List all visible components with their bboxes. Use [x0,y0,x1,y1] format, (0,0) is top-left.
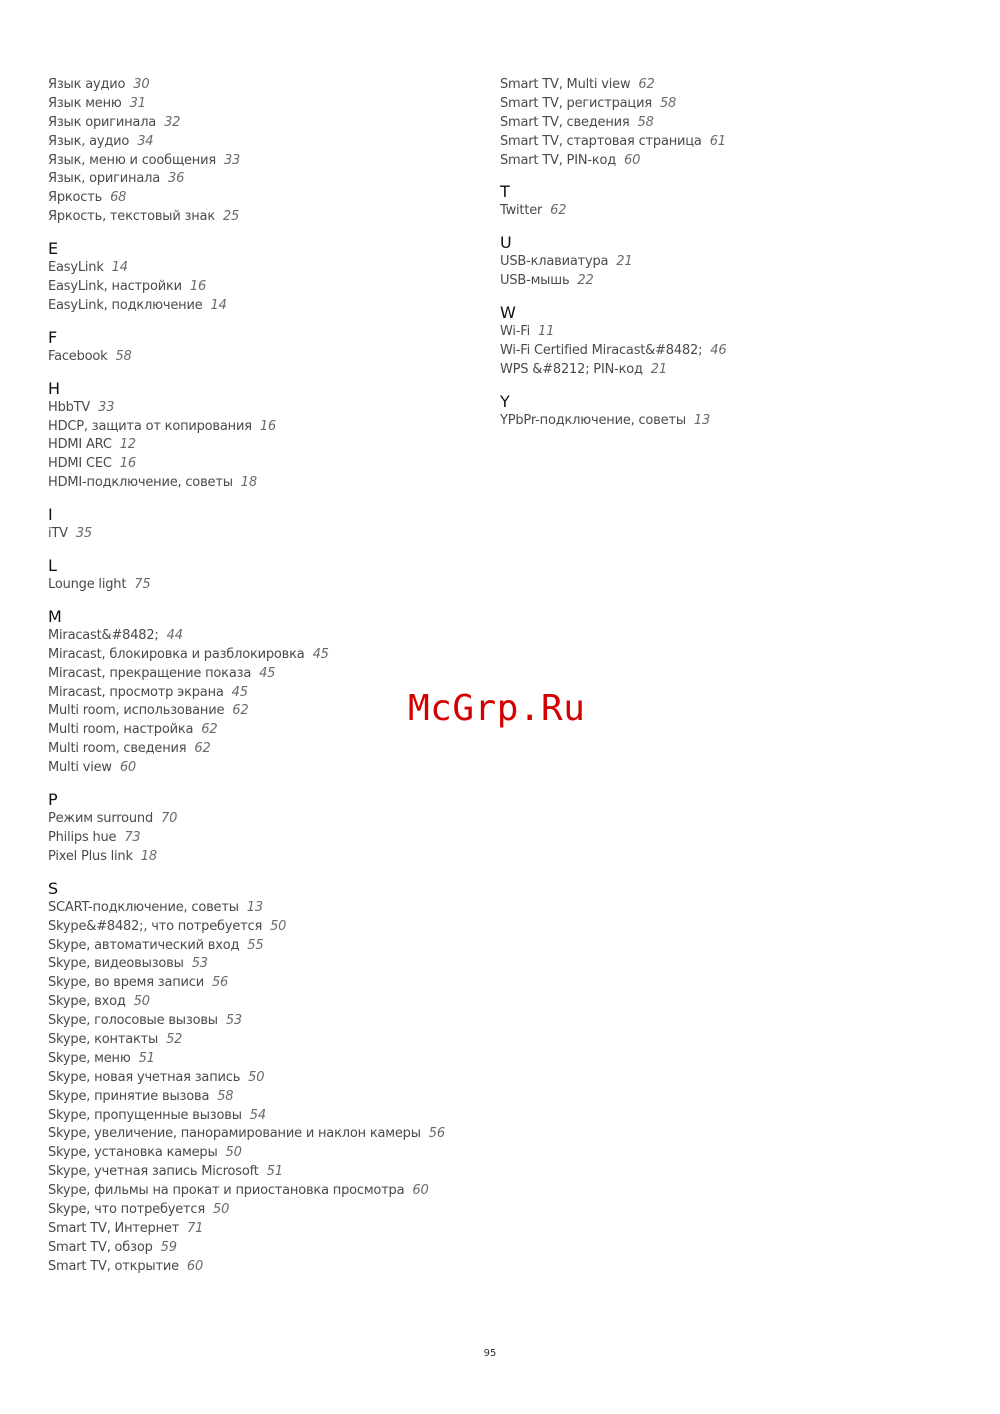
index-section [500,392,940,431]
index-entry-term: Язык, аудио [48,133,130,149]
index-entry-page: 73 [124,829,141,845]
index-entry-page: 14 [210,297,227,313]
index-entry-page: 16 [189,279,207,295]
index-entry-term: WPS &#8212; PIN-код [500,361,643,377]
index-section [48,239,468,316]
index-entry [48,189,468,208]
index-entry-page: 14 [111,260,128,276]
index-entry-page: 32 [164,114,181,130]
index-entry-page: 56 [211,975,229,991]
index-entry [48,918,468,937]
index-section [48,505,468,544]
index-entry-term: Skype, контакты [48,1031,159,1047]
index-entry-term: Philips hue [48,829,117,845]
index-entry-page: 62 [638,77,655,92]
index-letter-heading: I [48,505,53,525]
index-entry-page: 50 [213,1201,230,1217]
index-entry-page: 35 [75,526,93,542]
index-entry-page: 62 [232,703,249,719]
index-entry-page: 50 [248,1069,265,1085]
index-entry-term: Multi view [48,760,112,776]
index-entry-page: 33 [98,399,115,415]
index-entry-term: Skype, во время записи [48,975,204,991]
index-section [48,790,468,867]
index-entry-term: Pixel Plus link [48,848,133,864]
index-entry-term: Wi-Fi [500,324,531,340]
index-entry-page: 34 [137,133,154,149]
index-entry-term: Smart TV, Интернет [48,1220,180,1236]
index-entry [48,974,468,993]
index-entry [500,76,940,95]
index-entry [48,993,468,1012]
index-letter-heading: F [48,327,58,347]
index-section [48,76,468,227]
index-entry [500,152,940,171]
index-entry [48,1163,468,1182]
index-entry-term: Язык оригинала [48,114,157,130]
index-entry-page: 60 [412,1183,429,1199]
index-entry-page: 51 [266,1164,283,1180]
index-entry-page: 45 [312,646,329,662]
index-entry-term: SCART-подключение, советы [48,899,239,915]
index-section [48,607,468,778]
index-entry [500,412,940,431]
index-entry-page: 44 [166,627,183,643]
index-entry [48,955,468,974]
index-letter-heading: E [48,239,59,259]
index-entry [48,1201,468,1220]
index-entry-page: 50 [270,918,287,934]
index-entry-page: 50 [133,994,150,1010]
index-section [48,879,468,1277]
index-entry [48,848,468,867]
index-entry-term: Skype, автоматический вход [48,937,240,953]
index-entry-term: Язык, оригинала [48,171,161,187]
index-entry-term: Smart TV, регистрация [500,95,652,111]
index-entry-term: HDMI CEC [48,456,112,472]
index-entry-term: Язык аудио [48,77,126,92]
index-entry-page: 22 [577,273,594,289]
index-entry-page: 25 [222,209,240,225]
index-entry-term: Smart TV, Multi view [500,77,631,92]
index-entry [48,525,468,544]
index-entry-page: 53 [191,956,208,972]
index-section [500,76,940,170]
index-entry-page: 21 [616,254,633,270]
index-entry-page: 68 [110,190,127,206]
index-entry-term: Skype, вход [48,994,126,1010]
index-entry [48,1069,468,1088]
index-entry [48,114,468,133]
index-entry [48,133,468,152]
index-letter-heading: H [48,378,61,398]
index-entry [48,76,468,95]
index-entry-term: Skype, фильмы на прокат и приостановка просмотра [48,1183,405,1199]
index-entry-page: 75 [134,577,151,593]
index-entry-page: 16 [119,456,136,472]
index-entry-page: 11 [538,324,555,340]
index-entry-term: Smart TV, сведения [500,114,630,130]
index-entry-page: 12 [119,437,136,453]
index-entry-term: HbbTV [48,399,91,415]
index-entry-term: EasyLink, подключение [48,297,203,313]
page-number: 95 [483,1348,497,1359]
index-entry-term: Яркость [48,190,103,206]
index-entry-term: Miracast&#8482; [48,627,159,643]
index-entry-page: 45 [259,665,276,681]
index-entry-term: Smart TV, стартовая страница [500,133,702,149]
index-entry-page: 51 [138,1050,155,1066]
index-entry-term: Lounge light [48,577,127,593]
index-entry-term: Facebook [48,348,108,364]
index-entry [48,721,468,740]
index-entry-page: 61 [709,133,726,149]
index-entry [500,272,940,291]
index-entry [48,810,468,829]
index-entry-page: 70 [161,811,178,827]
index-entry [48,740,468,759]
index-letter-heading: P [48,790,58,810]
index-entry [48,646,468,665]
index-entry-term: HDMI-подключение, советы [48,475,233,491]
index-entry-term: EasyLink, настройки [48,279,182,295]
index-entry-term: Smart TV, обзор [48,1239,153,1255]
index-entry [48,297,468,316]
index-entry [48,208,468,227]
index-entry [500,114,940,133]
index-entry-page: 54 [249,1107,266,1123]
index-entry-page: 60 [624,152,641,168]
index-entry-page: 58 [659,95,677,111]
index-column-left [48,76,468,1289]
index-entry-term: Skype&#8482;, что потребуется [48,918,263,934]
index-column-right [500,76,940,443]
index-entry [48,152,468,171]
index-entry-term: Язык, меню и сообщения [48,152,216,168]
index-entry-term: USB-клавиатура [500,254,609,270]
index-entry-term: HDCP, защита от копирования [48,418,252,434]
watermark: McGrp.Ru [408,688,586,729]
index-entry [48,1050,468,1069]
index-entry [48,418,468,437]
index-entry-term: Multi room, настройка [48,722,194,738]
index-entry-page: 16 [259,418,276,434]
index-entry-term: USB-мышь [500,273,570,289]
index-entry-term: Twitter [500,203,543,219]
index-entry [48,455,468,474]
index-entry-term: Skype, видеовызовы [48,956,184,972]
index-section [48,379,468,493]
index-entry-term: Miracast, блокировка и разблокировка [48,646,305,662]
index-entry [48,829,468,848]
index-letter-heading: M [48,606,62,626]
index-entry [48,474,468,493]
index-letter-heading: S [48,878,59,898]
index-entry-term: Smart TV, открытие [48,1258,179,1274]
index-section [48,328,468,367]
index-entry-page: 58 [115,348,132,364]
index-entry [48,278,468,297]
index-section [500,182,940,221]
index-entry-term: Wi-Fi Certified Miracast&#8482; [500,343,703,359]
index-entry-term: HDMI ARC [48,437,112,453]
index-entry-page: 30 [133,77,150,92]
index-section [500,233,940,291]
index-entry-term: Skype, установка камеры [48,1145,218,1161]
index-entry-page: 60 [119,760,137,776]
index-entry [48,399,468,418]
index-entry [48,436,468,455]
index-entry [500,253,940,272]
index-entry [500,361,940,380]
index-entry-term: Multi room, использование [48,703,225,719]
index-entry [48,1088,468,1107]
index-entry-page: 36 [168,171,185,187]
index-entry-page: 71 [187,1220,204,1236]
index-entry-term: Skype, новая учетная запись [48,1069,241,1085]
index-entry-page: 46 [710,343,727,359]
index-entry-term: Skype, что потребуется [48,1201,205,1217]
index-entry [48,1258,468,1277]
index-letter-heading: L [48,556,57,576]
index-entry-page: 62 [194,741,211,757]
index-entry-term: Miracast, прекращение показа [48,665,252,681]
index-entry-page: 53 [225,1013,243,1029]
index-entry-page: 52 [166,1031,183,1047]
index-entry-term: iTV [48,526,68,542]
index-entry [500,323,940,342]
index-entry [48,170,468,189]
index-entry [48,348,468,367]
index-entry-page: 62 [550,203,567,219]
index-section [500,303,940,380]
index-entry [48,95,468,114]
index-entry [48,1012,468,1031]
index-entry-page: 55 [247,937,264,953]
index-entry [48,684,468,703]
index-entry [500,342,940,361]
index-entry [48,665,468,684]
index-entry-term: Smart TV, PIN-код [500,152,617,168]
index-entry-term: Skype, пропущенные вызовы [48,1107,242,1123]
index-entry-page: 50 [225,1145,242,1161]
index-entry-page: 13 [693,412,711,428]
index-entry [48,899,468,918]
index-entry [500,95,940,114]
index-letter-heading: W [500,303,516,323]
index-entry-page: 33 [223,152,241,168]
index-letter-heading: T [500,182,510,202]
index-entry-term: Skype, принятие вызова [48,1088,210,1104]
index-section [48,556,468,595]
index-entry [500,133,940,152]
index-entry-term: Multi room, сведения [48,741,187,757]
index-entry-term: Яркость, текстовый знак [48,209,215,225]
index-entry [48,1239,468,1258]
index-letter-heading: U [500,233,512,253]
index-entry-page: 60 [186,1258,204,1274]
index-entry-term: YPbPr-подключение, советы [500,412,686,428]
index-entry-page: 58 [217,1088,234,1104]
index-entry [500,202,940,221]
index-entry [48,259,468,278]
index-entry [48,627,468,646]
index-entry-term: Skype, учетная запись Microsoft [48,1164,259,1180]
index-entry [48,1107,468,1126]
index-entry-page: 45 [231,684,248,700]
index-entry-term: Miracast, просмотр экрана [48,684,224,700]
index-entry [48,1125,468,1144]
index-entry-page: 58 [637,114,654,130]
index-entry [48,702,468,721]
index-entry [48,759,468,778]
index-entry-page: 31 [129,95,146,111]
index-entry-page: 59 [160,1239,177,1255]
index-entry-page: 13 [246,899,263,915]
index-entry-page: 18 [240,475,257,491]
index-entry-term: Skype, голосовые вызовы [48,1013,218,1029]
index-entry-page: 18 [140,848,157,864]
index-entry [48,1220,468,1239]
index-entry [48,1031,468,1050]
index-entry-page: 56 [428,1126,445,1142]
index-entry-page: 21 [650,361,667,377]
index-entry-term: Режим surround [48,811,154,827]
index-entry-term: EasyLink [48,260,104,276]
index-entry-term: Skype, меню [48,1050,131,1066]
index-entry-term: Язык меню [48,95,122,111]
index-entry-term: Skype, увеличение, панорамирование и наклон камеры [48,1126,421,1142]
index-entry-page: 62 [201,722,218,738]
index-entry [48,1182,468,1201]
index-entry [48,937,468,956]
index-entry [48,1144,468,1163]
index-letter-heading: Y [500,391,510,411]
index-entry [48,576,468,595]
